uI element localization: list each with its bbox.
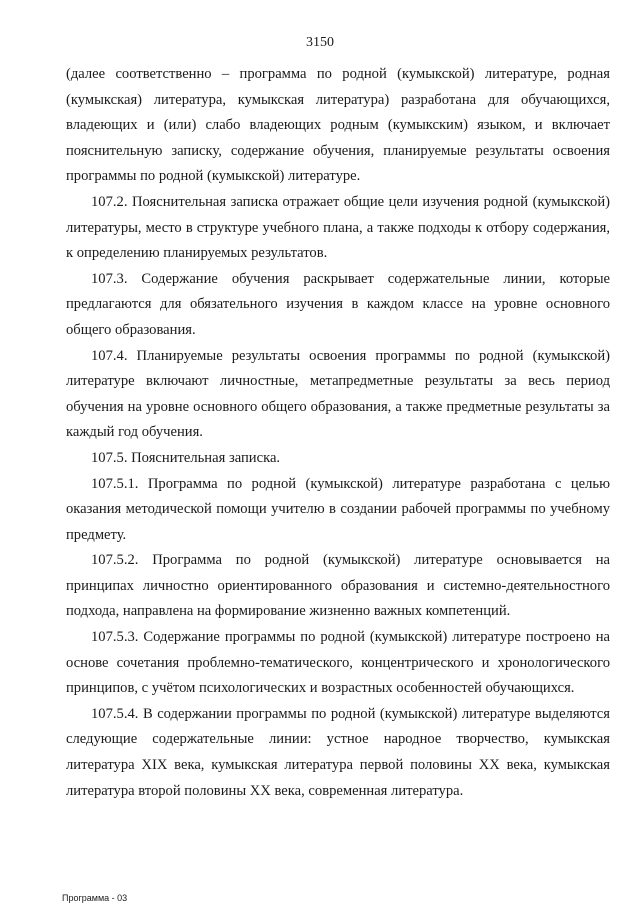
paragraph-107-3: 107.3. Содержание обучения раскрывает содержательные линии, которые предлагаются для обязательного изучения в каждом классе на уровне основного общего образования. [66, 270, 610, 338]
paragraph-107-5: 107.5. Пояснительная записка. [91, 449, 281, 466]
paragraph-107-5-2: 107.5.2. Программа по родной (кумыкской) литературе основывается на принципах личностно ориентированного образования и системно-деятельностного подхода, направлена на формирование жизненно важных компетенций. [66, 552, 610, 620]
paragraph-107-5-3: 107.5.3. Содержание программы по родной (кумыкской) литературе построено на основе сочетания проблемно-тематического, концентрического и хронологического принципов, с учётом психологических и возрастных особенностей обучающихся. [66, 629, 610, 697]
paragraph-107-2: 107.2. Пояснительная записка отражает общие цели изучения родной (кумыкской) литературы, место в структуре учебного плана, а также подходы к отбору содержания, к определению планируемых результатов. [66, 193, 610, 262]
document-body [66, 62, 610, 804]
paragraph-107-4: 107.4. Планируемые результаты освоения программы по родной (кумыкской) литературе включают личностные, метапредметные результаты за весь период обучения на уровне основного общего образования, а также предметные результаты за каждый год обучения. [66, 347, 610, 441]
page-number: 3150 [306, 35, 334, 50]
page-footer: Программа - 03 [62, 893, 128, 903]
paragraph-107-5-1: 107.5.1. Программа по родной (кумыкской) литературе разработана с целью оказания методической помощи учителю в создании рабочей программы по учебному предмету. [66, 475, 610, 543]
paragraph-107-5-4: 107.5.4. В содержании программы по родной (кумыкской) литературе выделяются следующие содержательные линии: устное народное творчество, кумыкская литература XIX века, кумыкская литература первой половины XX века, кумыкская литература второй половины XX века, современная литература. [66, 705, 610, 799]
paragraph-intro-continuation: (далее соответственно – программа по родной (кумыкской) литературе, родная (кумыкская) литература, кумыкская литература) разработана для обучающихся, владеющих и (или) слабо владеющих родным (кумыкским) языком, и включает пояснительную записку, содержание обучения, планируемые результаты освоения программы по родной (кумыкской) литературе. [66, 66, 610, 185]
